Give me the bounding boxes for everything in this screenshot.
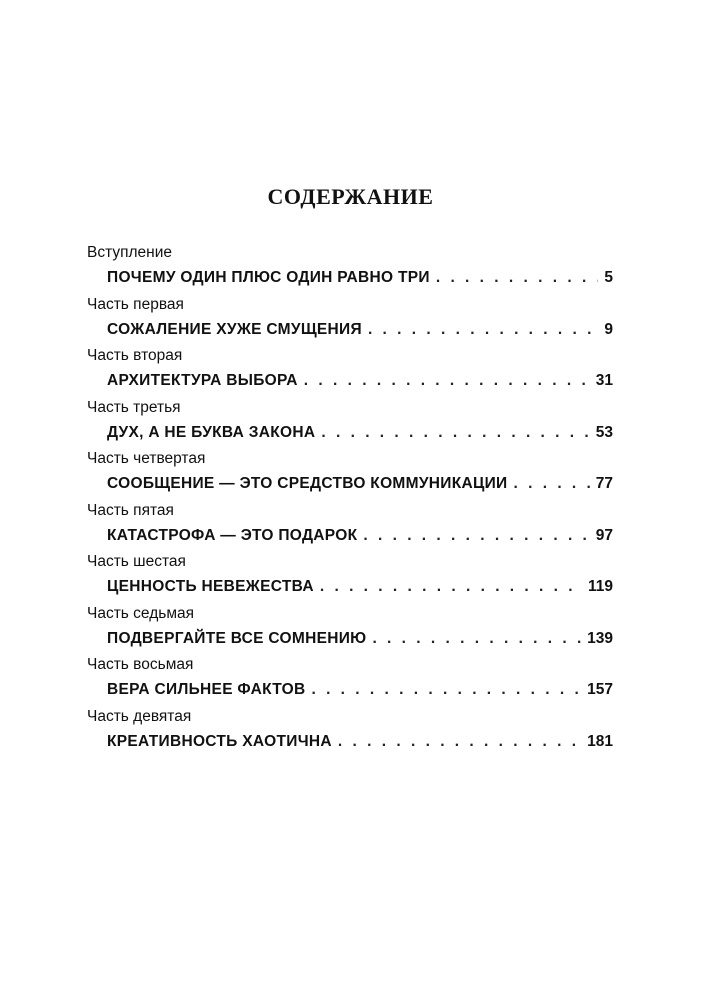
dot-leader (311, 680, 581, 700)
toc-entry (87, 655, 613, 707)
toc-chapter-title: АРХИТЕКТУРА ВЫБОРА (107, 372, 298, 389)
toc-entry (87, 501, 613, 553)
toc-chapter-line (107, 526, 613, 546)
toc-chapter-line (107, 732, 613, 752)
dot-leader (363, 526, 589, 546)
toc-part-label: Часть девятая (87, 707, 192, 725)
toc-part-label: Часть первая (87, 295, 184, 313)
toc-chapter-title: ПОЧЕМУ ОДИН ПЛЮС ОДИН РАВНО ТРИ (107, 269, 430, 286)
toc-chapter-title: СОЖАЛЕНИЕ ХУЖЕ СМУЩЕНИЯ (107, 320, 362, 338)
toc-chapter-line (107, 680, 613, 700)
toc-entry (87, 243, 613, 295)
toc-chapter-line (107, 629, 613, 649)
dot-leader (368, 320, 598, 340)
toc-page-number: 9 (604, 320, 613, 338)
toc-chapter-title: КАТАСТРОФА — ЭТО ПОДАРОК (107, 526, 358, 544)
dot-leader (338, 732, 581, 752)
toc-page-number: 119 (587, 578, 613, 595)
toc-page-number: 5 (604, 269, 613, 286)
toc-entry (87, 398, 613, 450)
toc-part-label: Часть шестая (87, 553, 186, 570)
table-of-contents (87, 243, 613, 758)
dot-leader (320, 577, 582, 597)
toc-page-number: 139 (587, 629, 613, 647)
toc-entry (87, 295, 613, 347)
toc-part-label: Часть восьмая (87, 656, 194, 673)
toc-page-number: 157 (587, 681, 613, 698)
toc-chapter-line (107, 371, 613, 391)
toc-part-label: Часть четвертая (87, 450, 206, 467)
toc-part-label: Вступление (87, 244, 173, 261)
toc-entry (87, 604, 613, 656)
dot-leader (321, 423, 589, 443)
dot-leader (304, 371, 590, 391)
toc-chapter-title: ЦЕННОСТЬ НЕВЕЖЕСТВА (107, 578, 314, 595)
toc-part-label: Часть третья (87, 398, 181, 416)
toc-chapter-title: КРЕАТИВНОСТЬ ХАОТИЧНА (107, 732, 332, 750)
dot-leader (436, 268, 599, 288)
toc-part-label: Часть седьмая (87, 604, 195, 622)
toc-part-label: Часть пятая (87, 501, 174, 519)
toc-part-label: Часть вторая (87, 347, 183, 364)
toc-page-number: 181 (587, 732, 613, 750)
toc-page-number: 97 (595, 526, 613, 544)
toc-chapter-line (107, 423, 613, 443)
toc-page-number: 53 (595, 423, 613, 441)
toc-chapter-line (107, 268, 613, 288)
toc-page-number: 77 (595, 475, 613, 492)
toc-page-number: 31 (595, 372, 613, 389)
toc-entry (87, 346, 613, 398)
toc-entry (87, 449, 613, 501)
dot-leader (372, 629, 581, 649)
toc-entry (87, 552, 613, 604)
toc-chapter-line (107, 474, 613, 494)
toc-entry (87, 707, 613, 759)
toc-chapter-title: ПОДВЕРГАЙТЕ ВСЕ СОМНЕНИЮ (107, 629, 367, 647)
toc-chapter-title: СООБЩЕНИЕ — ЭТО СРЕДСТВО КОММУНИКАЦИИ (107, 475, 508, 492)
toc-chapter-title: ВЕРА СИЛЬНЕЕ ФАКТОВ (107, 681, 306, 698)
toc-chapter-line (107, 577, 613, 597)
toc-chapter-line (107, 320, 613, 340)
toc-chapter-title: ДУХ, А НЕ БУКВА ЗАКОНА (107, 423, 316, 441)
contents-title: СОДЕРЖАНИЕ (267, 184, 434, 209)
dot-leader (513, 474, 589, 494)
